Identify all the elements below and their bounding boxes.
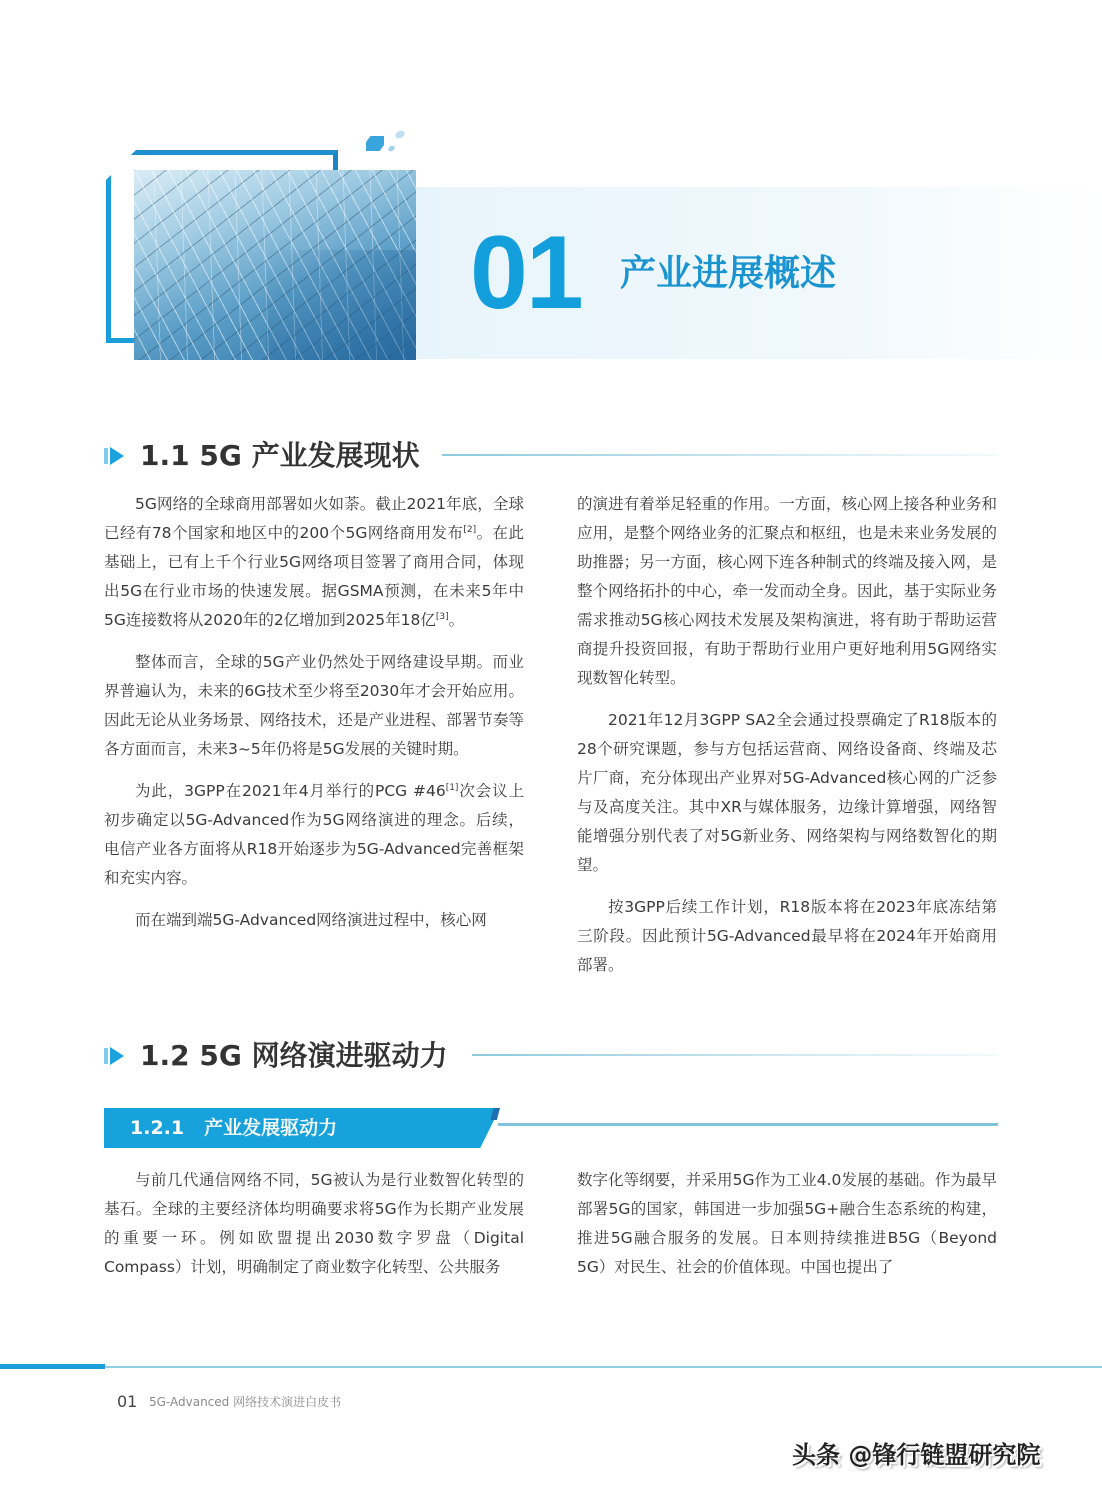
subsection-heading [130, 1114, 337, 1142]
decorative-dot-icon [394, 129, 406, 140]
building-glass-photo [134, 170, 416, 360]
footer-doc-title: 5G-Advanced 网络技术演进白皮书 [149, 1395, 342, 1409]
citation[interactable]: [1] [445, 783, 459, 793]
section-divider [472, 1054, 998, 1056]
section-title: 1.1 5G 产业发展现状 [140, 439, 420, 472]
section-1-2-left-column [104, 1166, 524, 1295]
citation[interactable]: [2] [463, 525, 477, 535]
section-1-1-left-column [104, 490, 524, 948]
paragraph: 为此，3GPP在2021年4月举行的PCG #46[1]次会议上初步确定以5G-Advanced作为5G网络演进的理念。后续，电信产业各方面将从R18开始逐步为5G-Advanced完善框架和充实内容。 [104, 782, 524, 887]
section-heading-1-1 [104, 438, 420, 474]
chapter-number: 01 [470, 215, 582, 331]
subsection-title: 产业发展驱动力 [204, 1117, 338, 1139]
page-number: 01 [117, 1392, 138, 1411]
paragraph: 与前几代通信网络不同，5G被认为是行业数智化转型的基石。全球的主要经济体均明确要求将5G作为长期产业发展的重要一环。例如欧盟提出2030数字罗盘（Digital Compass）计划，明确制定了商业数字化转型、公共服务 [104, 1171, 524, 1276]
section-divider [442, 454, 998, 456]
citation[interactable]: [3] [435, 612, 449, 622]
subsection-divider [498, 1123, 998, 1126]
paragraph: 5G网络的全球商用部署如火如荼。截止2021年底，全球已经有78个国家和地区中的200个5G网络商用发布[2]。在此基础上，已有上千个行业5G网络项目签署了商用合同，体现出5G在行业市场的快速发展。据GSMA预测，在未来5年中5G连接数将从2020年的2亿增加到2025年18亿[3]。 [104, 495, 524, 629]
section-1-2-right-column [577, 1166, 997, 1295]
section-title: 1.2 5G 网络演进驱动力 [140, 1039, 448, 1072]
decorative-hexagon-icon [366, 136, 384, 151]
chapter-title: 产业进展概述 [620, 253, 837, 294]
section-1-1-right-column [577, 490, 997, 993]
footer-accent-bar [0, 1364, 105, 1369]
watermark: 头条 @锋行链盟研究院 [792, 1441, 1041, 1469]
section-arrow-icon [104, 446, 126, 466]
paragraph: 而在端到端5G-Advanced网络演进过程中，核心网 [135, 911, 487, 929]
section-heading-1-2 [104, 1038, 448, 1074]
decorative-dot-icon [387, 145, 396, 153]
paragraph: 按3GPP后续工作计划，R18版本将在2023年底冻结第三阶段。因此预计5G-Advanced最早将在2024年开始商用部署。 [577, 898, 997, 974]
footer-rule [105, 1366, 1102, 1368]
paragraph: 数字化等纲要，并采用5G作为工业4.0发展的基础。作为最早部署5G的国家，韩国进一步加强5G+融合生态系统的构建，推进5G融合服务的发展。日本则持续推进B5G（Beyond 5G）对民生、社会的价值体现。中国也提出了 [577, 1171, 997, 1276]
paragraph: 整体而言，全球的5G产业仍然处于网络建设早期。而业界普遍认为，未来的6G技术至少将至2030年才会开始应用。因此无论从业务场景、网络技术，还是产业进程、部署节奏等各方面而言，未来3~5年仍将是5G发展的关键时期。 [104, 653, 524, 758]
subsection-number: 1.2.1 [130, 1117, 185, 1139]
paragraph: 2021年12月3GPP SA2全会通过投票确定了R18版本的28个研究课题，参与方包括运营商、网络设备商、终端及芯片厂商，充分体现出产业界对5G-Advanced核心网的广泛参与及高度关注。其中XR与媒体服务，边缘计算增强，网络智能增强分别代表了对5G新业务、网络架构与网络数智化的期望。 [577, 711, 997, 874]
section-arrow-icon [104, 1046, 126, 1066]
paragraph: 的演进有着举足轻重的作用。一方面，核心网上接各种业务和应用，是整个网络业务的汇聚点和枢纽，也是未来业务发展的助推器；另一方面，核心网下连各种制式的终端及接入网，是整个网络拓扑的中心，牵一发而动全身。因此，基于实际业务需求推动5G核心网技术发展及架构演进，将有助于帮助运营商提升投资回报，有助于帮助行业用户更好地利用5G网络实现数智化转型。 [577, 495, 997, 687]
